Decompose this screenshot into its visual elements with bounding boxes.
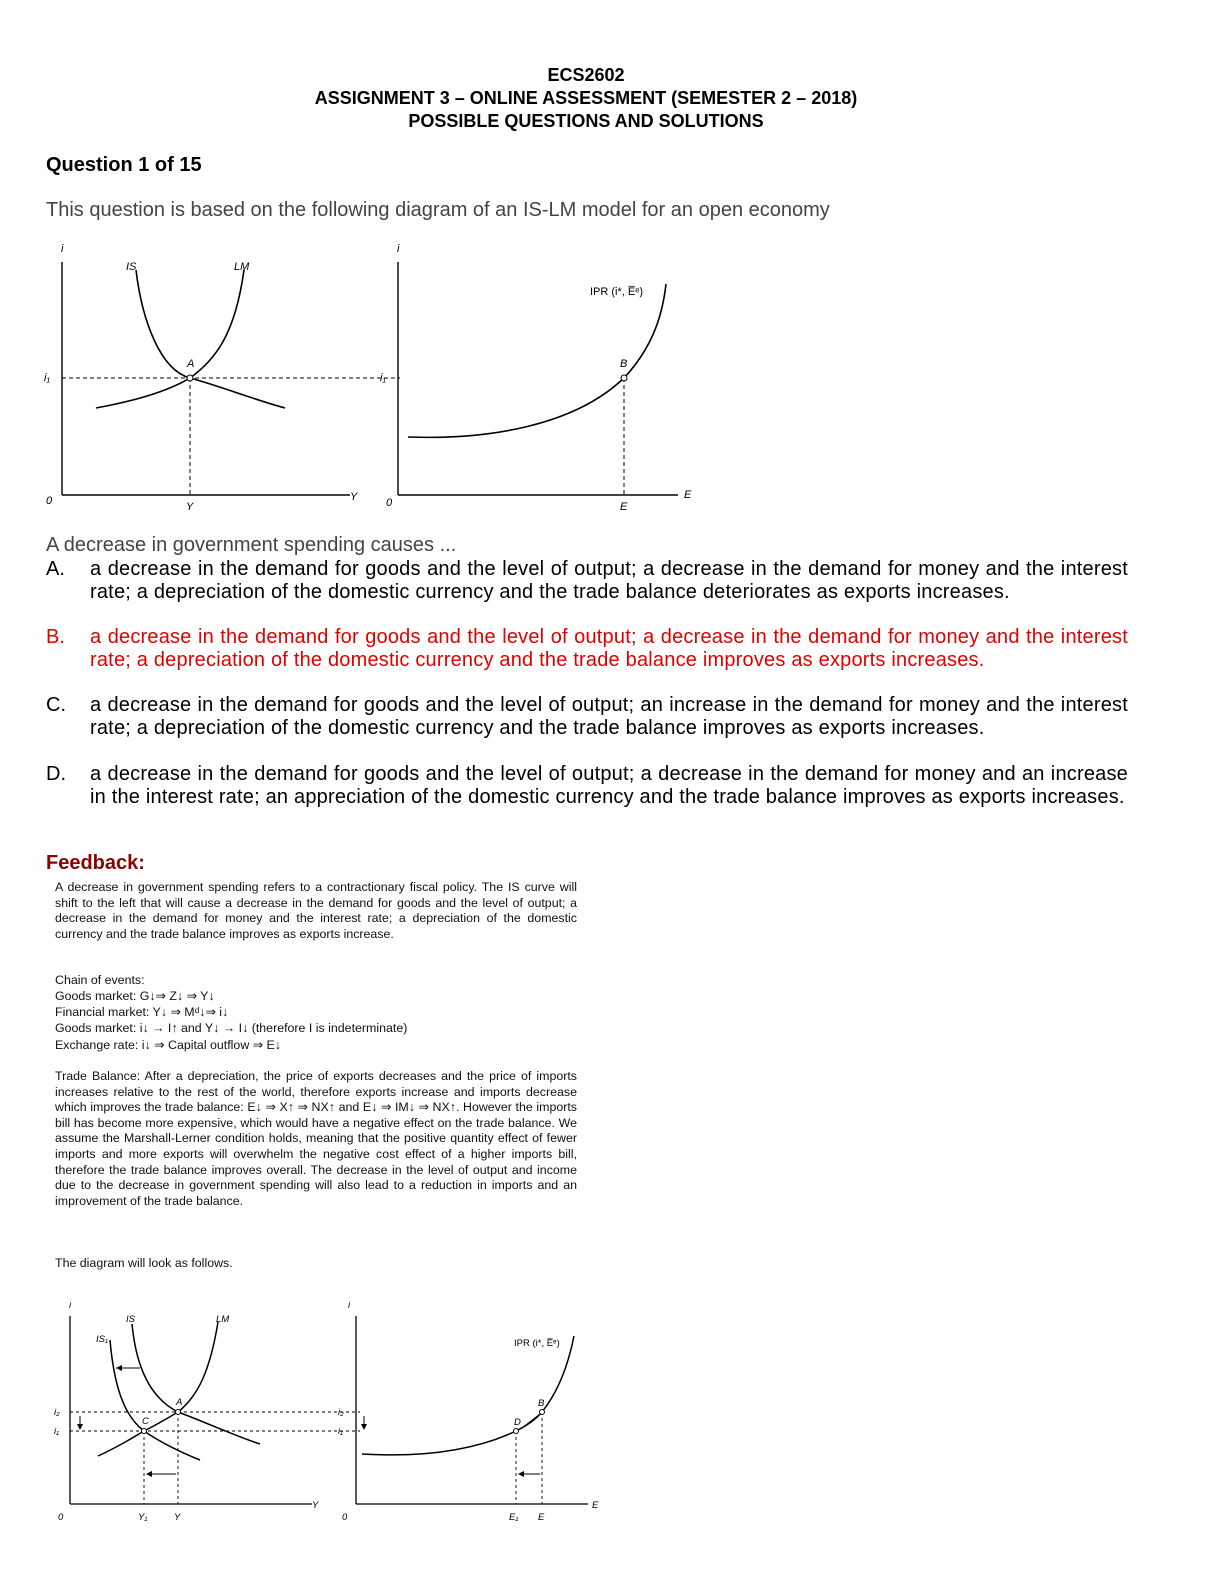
lm2-label: LM <box>216 1314 230 1325</box>
islm-diagram <box>30 240 710 520</box>
left2-origin: 0 <box>58 1512 64 1523</box>
right-i1-tick-label: i₁ <box>338 1426 344 1437</box>
course-code: ECS2602 <box>547 65 625 85</box>
diagram-intro: The diagram will look as follows. <box>55 1256 233 1270</box>
i1-tick-label-2: i₁ <box>54 1426 60 1437</box>
option-c-text: a decrease in the demand for goods and the level of output; an increase in the demand for money and the interest rate; a depreciation of the domestic currency and the trade balance improves as exports increases. <box>90 694 1128 739</box>
y1-tick-label: Y₁ <box>138 1512 148 1523</box>
is-label: IS <box>126 261 137 273</box>
is1-label: IS₁ <box>96 1334 108 1345</box>
chain-goods-market: Goods market: G↓⇒ Z↓ ⇒ Y↓ <box>55 989 215 1003</box>
point-b-2 <box>540 1410 545 1415</box>
is1-curve-shifted <box>110 1340 200 1460</box>
option-a[interactable] <box>46 558 1128 628</box>
islm-shift-diagram <box>40 1296 620 1536</box>
right-x-axis-label: E <box>684 489 692 501</box>
right2-origin: 0 <box>342 1512 348 1523</box>
point-a-2 <box>176 1410 181 1415</box>
i2-tick-label: i₂ <box>54 1407 60 1418</box>
option-d-letter: D. <box>46 763 66 785</box>
feedback-paragraph-2: Trade Balance: After a depreciation, the price of exports decreases and the price of imports increases relative to the rest of the world, therefore exports increase and imports decrease which improves the trade balance: E↓ ⇒ X↑ ⇒ NX↑ and E↓ ⇒ IM↓ ⇒ NX↑. However the imports bill has become more expensive, which would have a negative effect on the trade balance. We assume the Marshall-Lerner condition holds, meaning that the positive quantity effect of fewer imports and more exports will overwhelm the negative cost effect of a higher imports bill, therefore the trade balance improves overall. The decrease in the level of output and income due to the decrease in government spending will also lead to a reduction in imports and an improvement of the trade balance. <box>55 1069 577 1208</box>
left-y-axis-label: i <box>61 243 64 255</box>
option-a-text: a decrease in the demand for goods and the level of output; a decrease in the demand for money and the interest rate; a depreciation of the domestic currency and the trade balance deteriorates as exports increases. <box>90 558 1128 603</box>
question-intro: This question is based on the following diagram of an IS-LM model for an open economy <box>46 199 830 221</box>
shift-arrow-head <box>116 1365 122 1371</box>
is-curve-original <box>132 1324 260 1444</box>
option-b-correct[interactable] <box>46 626 1128 696</box>
chain-title: Chain of events: <box>55 973 145 987</box>
point-d-label: D <box>514 1417 521 1428</box>
option-b-text: a decrease in the demand for goods and the level of output; a decrease in the demand for money and the interest rate; a depreciation of the domestic currency and the trade balance improves as exports increases. <box>90 626 1128 671</box>
equilibrium-point-a <box>187 375 193 381</box>
option-b-letter: B. <box>46 626 65 648</box>
ipr2-label: IPR (i*, E̅ᵉ) <box>514 1338 560 1349</box>
is2-label: IS <box>126 1314 135 1325</box>
chain-investment: Goods market: i↓ → I↑ and Y↓ → I↓ (therefore I is indeterminate) <box>55 1021 408 1035</box>
point-c <box>142 1429 147 1434</box>
left-x-axis-label: Y <box>350 491 358 503</box>
point-b <box>621 375 627 381</box>
point-a-label: A <box>187 358 195 370</box>
e-drop-arrow-head <box>518 1471 524 1477</box>
left-origin: 0 <box>46 495 53 507</box>
question-title: Question 1 of 15 <box>46 154 202 176</box>
option-d-text: a decrease in the demand for goods and the level of output; a decrease in the demand for money and an increase in the interest rate; an appreciation of the domestic currency and the trade balance improves as exports increases. <box>90 763 1128 808</box>
left2-x-axis-label: Y <box>312 1500 319 1511</box>
point-a-2-label: A <box>176 1397 183 1408</box>
i-drop-arrow-head <box>77 1424 83 1430</box>
left2-y-axis-label: i <box>69 1300 72 1311</box>
y-tick-label-2: Y <box>174 1512 181 1523</box>
lm-label: LM <box>234 261 250 273</box>
right-y-axis-label: i <box>397 243 400 255</box>
chain-exchange-rate: Exchange rate: i↓ ⇒ Capital outflow ⇒ E↓ <box>55 1038 282 1052</box>
e-tick-label: E <box>620 501 628 513</box>
right-origin: 0 <box>386 497 393 509</box>
feedback-heading: Feedback: <box>46 852 145 874</box>
option-c-letter: C. <box>46 694 66 716</box>
is-curve <box>136 270 285 408</box>
point-c-label: C <box>142 1416 149 1427</box>
point-b-2-label: B <box>538 1398 545 1409</box>
option-a-letter: A. <box>46 558 65 580</box>
point-d <box>514 1429 519 1434</box>
question-prompt: A decrease in government spending causes ... <box>46 534 457 556</box>
right2-x-axis-label: E <box>592 1500 599 1511</box>
option-d[interactable] <box>46 763 1128 833</box>
ipr-label: IPR (i*, E̅ᵉ) <box>590 286 643 298</box>
e-tick-label-2: E <box>538 1512 545 1523</box>
lm2-curve <box>98 1322 218 1456</box>
right-i2-tick-label: i₂ <box>338 1407 344 1418</box>
document-subtitle: POSSIBLE QUESTIONS AND SOLUTIONS <box>408 111 764 131</box>
assignment-title: ASSIGNMENT 3 – ONLINE ASSESSMENT (SEMESTER 2 – 2018) <box>314 88 858 108</box>
option-c[interactable] <box>46 694 1128 764</box>
point-b-label: B <box>620 358 628 370</box>
right2-y-axis-label: i <box>348 1300 351 1311</box>
e1-tick-label: E₁ <box>509 1512 519 1523</box>
i1-tick-label: i₁ <box>44 372 50 384</box>
movement-arrow <box>522 1414 540 1428</box>
y-tick-label: Y <box>186 501 194 513</box>
chain-financial-market: Financial market: Y↓ ⇒ Mᵈ↓⇒ i↓ <box>55 1005 229 1019</box>
right-i-drop-arrow-head <box>361 1424 367 1430</box>
right-i1-tick-label: i₁ <box>380 372 386 384</box>
y-drop-arrow-head <box>146 1471 152 1477</box>
feedback-paragraph-1: A decrease in government spending refers to a contractionary fiscal policy. The IS curve will shift to the left that will cause a decrease in the demand for goods and the level of output; a decrease in the demand for money and the interest rate; a depreciation of the domestic currency and the trade balance improves as exports increase. <box>55 880 577 941</box>
